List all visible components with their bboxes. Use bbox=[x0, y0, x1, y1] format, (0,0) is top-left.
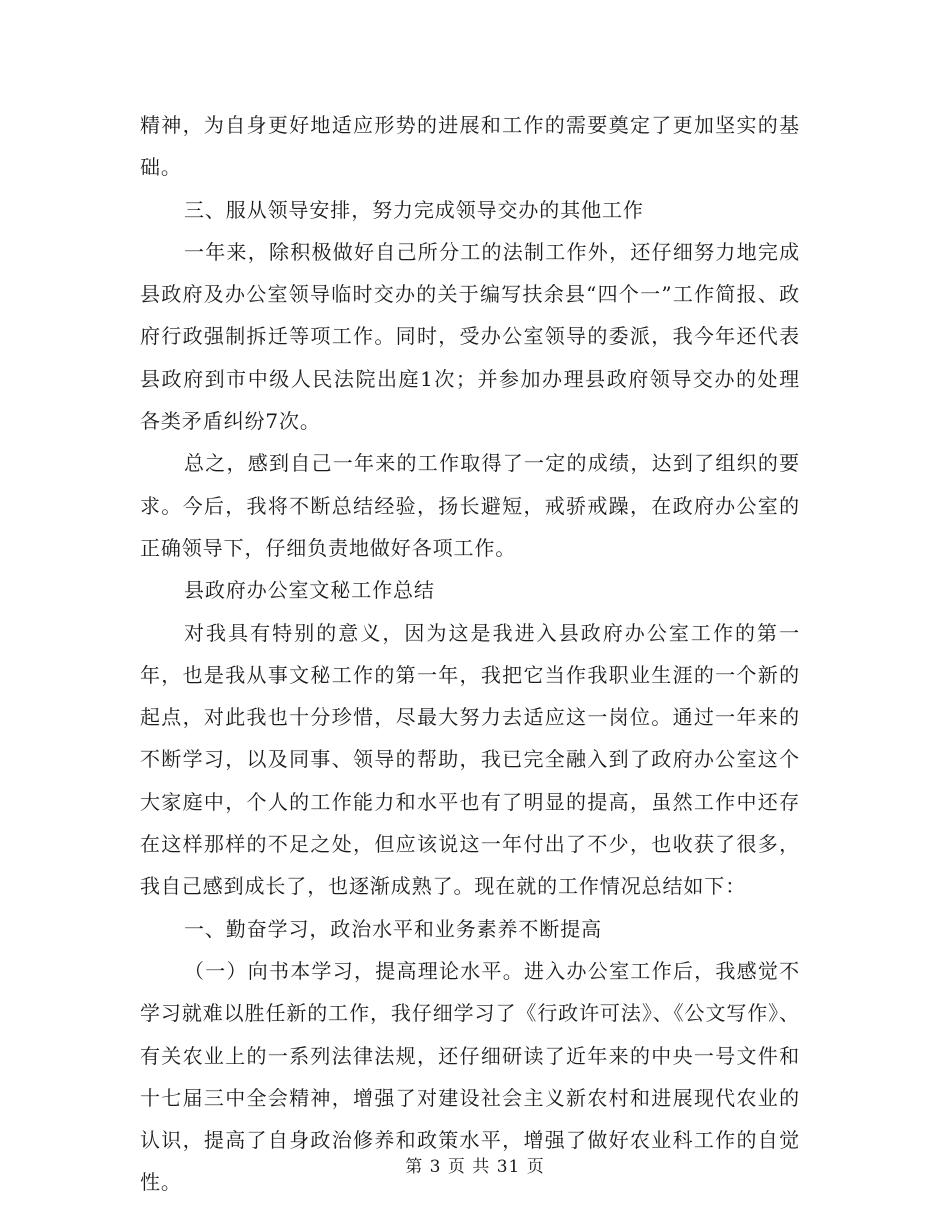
footer-label-total-unit: 页 bbox=[526, 1157, 545, 1177]
paragraph: 对我具有特别的意义，因为这是我进入县政府办公室工作的第一年，也是我从事文秘工作的第一年，我把它当作我职业生涯的一个新的起点，对此我也十分珍惜，尽最大努力去适应这一岗位。通过一年来的不断学习，以及同事、领导的帮助，我已完全融入到了政府办公室这个大家庭中，个人的工作能力和水平也有了明显的提高，虽然工作中还存在这样那样的不足之处，但应该说这一年付出了不少，也收获了很多，我自己感到成长了，也逐渐成熟了。现在就的工作情况总结如下： bbox=[140, 620, 800, 899]
footer-label-total: 共 bbox=[472, 1157, 491, 1177]
paragraph: （一）向书本学习，提高理论水平。进入办公室工作后，我感觉不学习就难以胜任新的工作，我仔细学习了《行政许可法》、《公文写作》、有关农业上的一系列法律法规，还仔细研读了近年来的中央一号文件和十七届三中全会精神，增强了对建设社会主义新农村和进展现代农业的认识，提高了自身政治修养和政策水平，增强了做好农业科工作的自觉性。 bbox=[140, 958, 800, 1195]
document-body bbox=[140, 104, 800, 1204]
paragraph: 精神，为自身更好地适应形势的进展和工作的需要奠定了更加坚实的基础。 bbox=[140, 113, 800, 180]
footer-label-page: 第 bbox=[405, 1157, 424, 1177]
document-title: 县政府办公室文秘工作总结 bbox=[184, 578, 435, 603]
section-heading: 一、勤奋学习，政治水平和业务素养不断提高 bbox=[184, 916, 602, 941]
paragraph: 总之，感到自己一年来的工作取得了一定的成绩，达到了组织的要求。今后，我将不断总结经验，扬长避短，戒骄戒躁，在政府办公室的正确领导下，仔细负责地做好各项工作。 bbox=[140, 451, 800, 560]
page-footer bbox=[0, 1152, 950, 1177]
paragraph: 一年来，除积极做好自己所分工的法制工作外，还仔细努力地完成县政府及办公室领导临时交办的关于编写扶余县“四个一”工作简报、政府行政强制拆迁等项工作。同时，受办公室领导的委派，我今年还代表县政府到市中级人民法院出庭1次；并参加办理县政府领导交办的处理各类矛盾纠纷7次。 bbox=[140, 239, 800, 434]
section-heading: 三、服从领导安排，努力完成领导交办的其他工作 bbox=[184, 197, 644, 222]
footer-page-number: 3 bbox=[429, 1157, 442, 1177]
footer-label-page-unit: 页 bbox=[447, 1157, 466, 1177]
footer-total-pages: 31 bbox=[496, 1157, 521, 1177]
